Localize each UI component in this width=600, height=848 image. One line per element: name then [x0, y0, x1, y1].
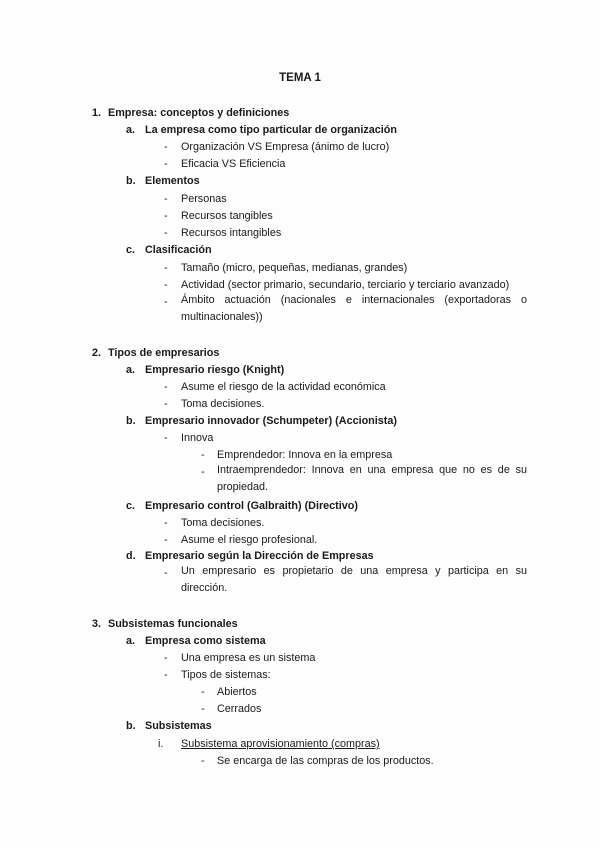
sub-list-item: Emprendedor: Innova en la empresa: [217, 449, 393, 461]
page-title: TEMA 1: [279, 72, 321, 84]
dash: -: [164, 210, 168, 222]
s3-b-marker: b.: [126, 720, 136, 732]
dash: -: [164, 158, 168, 170]
s1-a-heading: La empresa como tipo particular de organización: [145, 124, 397, 136]
s1-b-heading: Elementos: [145, 175, 200, 187]
list-item: Innova: [181, 432, 214, 444]
dash: -: [164, 517, 168, 529]
s3-a-marker: a.: [126, 635, 136, 647]
dash: -: [164, 669, 168, 681]
s2-b-marker: b.: [126, 415, 136, 427]
list-item: Personas: [181, 193, 227, 205]
s3-b-heading: Subsistemas: [145, 720, 212, 732]
list-item: Toma decisiones.: [181, 398, 265, 410]
dash: -: [201, 686, 205, 698]
sub-list-item: Se encarga de las compras de los productos.: [217, 755, 434, 767]
dash: -: [164, 262, 168, 274]
dash: -: [164, 652, 168, 664]
list-item: Toma decisiones.: [181, 517, 265, 529]
dash: -: [201, 755, 205, 767]
list-item: Tamaño (micro, pequeñas, medianas, grandes): [181, 262, 408, 274]
dash: -: [164, 279, 168, 291]
dash: -: [164, 398, 168, 410]
dash: -: [201, 449, 205, 461]
s2-a-marker: a.: [126, 364, 136, 376]
s1-b-marker: b.: [126, 175, 136, 187]
dash: -: [201, 466, 205, 478]
s2-c-marker: c.: [126, 500, 136, 512]
s3-b-i-marker: i.: [158, 738, 164, 750]
list-item: Tipos de sistemas:: [181, 669, 271, 681]
list-item: Organización VS Empresa (ánimo de lucro): [181, 141, 390, 153]
s3-b-i-heading: Subsistema aprovisionamiento (compras): [181, 738, 380, 750]
list-item: Eficacia VS Eficiencia: [181, 158, 286, 170]
dash: -: [164, 381, 168, 393]
dash: -: [164, 141, 168, 153]
list-item: Una empresa es un sistema: [181, 652, 316, 664]
dash: -: [164, 296, 168, 308]
dash: -: [164, 534, 168, 546]
section-2-number: 2.: [92, 347, 102, 359]
s2-c-heading: Empresario control (Galbraith) (Directivo): [145, 500, 358, 512]
sub-list-item: Cerrados: [217, 703, 262, 715]
list-item: Un empresario es propietario de una empresa y participa en su dirección.: [181, 565, 527, 594]
section-1-number: 1.: [92, 107, 102, 119]
list-item: Recursos tangibles: [181, 210, 273, 222]
sub-list-item: Abiertos: [217, 686, 257, 698]
sub-list-item: Intraemprendedor: Innova en una empresa que no es de su propiedad.: [217, 464, 527, 493]
dash: -: [164, 193, 168, 205]
s2-d-marker: d.: [126, 550, 136, 562]
s1-c-marker: c.: [126, 244, 136, 256]
s2-b-heading: Empresario innovador (Schumpeter) (Accionista): [145, 415, 397, 427]
list-item: Ámbito actuación (nacionales e internacionales (exportadoras o multinacionales)): [181, 294, 527, 323]
section-1-heading: Empresa: conceptos y definiciones: [108, 107, 290, 119]
list-item: Recursos intangibles: [181, 227, 282, 239]
dash: -: [164, 432, 168, 444]
dash: -: [164, 567, 168, 579]
s2-d-heading: Empresario según la Dirección de Empresas: [145, 550, 374, 562]
s2-a-heading: Empresario riesgo (Knight): [145, 364, 285, 376]
section-2-heading: Tipos de empresarios: [108, 347, 220, 359]
dash: -: [164, 227, 168, 239]
s3-a-heading: Empresa como sistema: [145, 635, 266, 647]
list-item: Asume el riesgo profesional.: [181, 534, 318, 546]
s1-a-marker: a.: [126, 124, 136, 136]
list-item: Actividad (sector primario, secundario, terciario y terciario avanzado): [181, 279, 510, 291]
s1-c-heading: Clasificación: [145, 244, 212, 256]
section-3-number: 3.: [92, 618, 102, 630]
list-item: Asume el riesgo de la actividad económica: [181, 381, 386, 393]
dash: -: [201, 703, 205, 715]
section-3-heading: Subsistemas funcionales: [108, 618, 238, 630]
